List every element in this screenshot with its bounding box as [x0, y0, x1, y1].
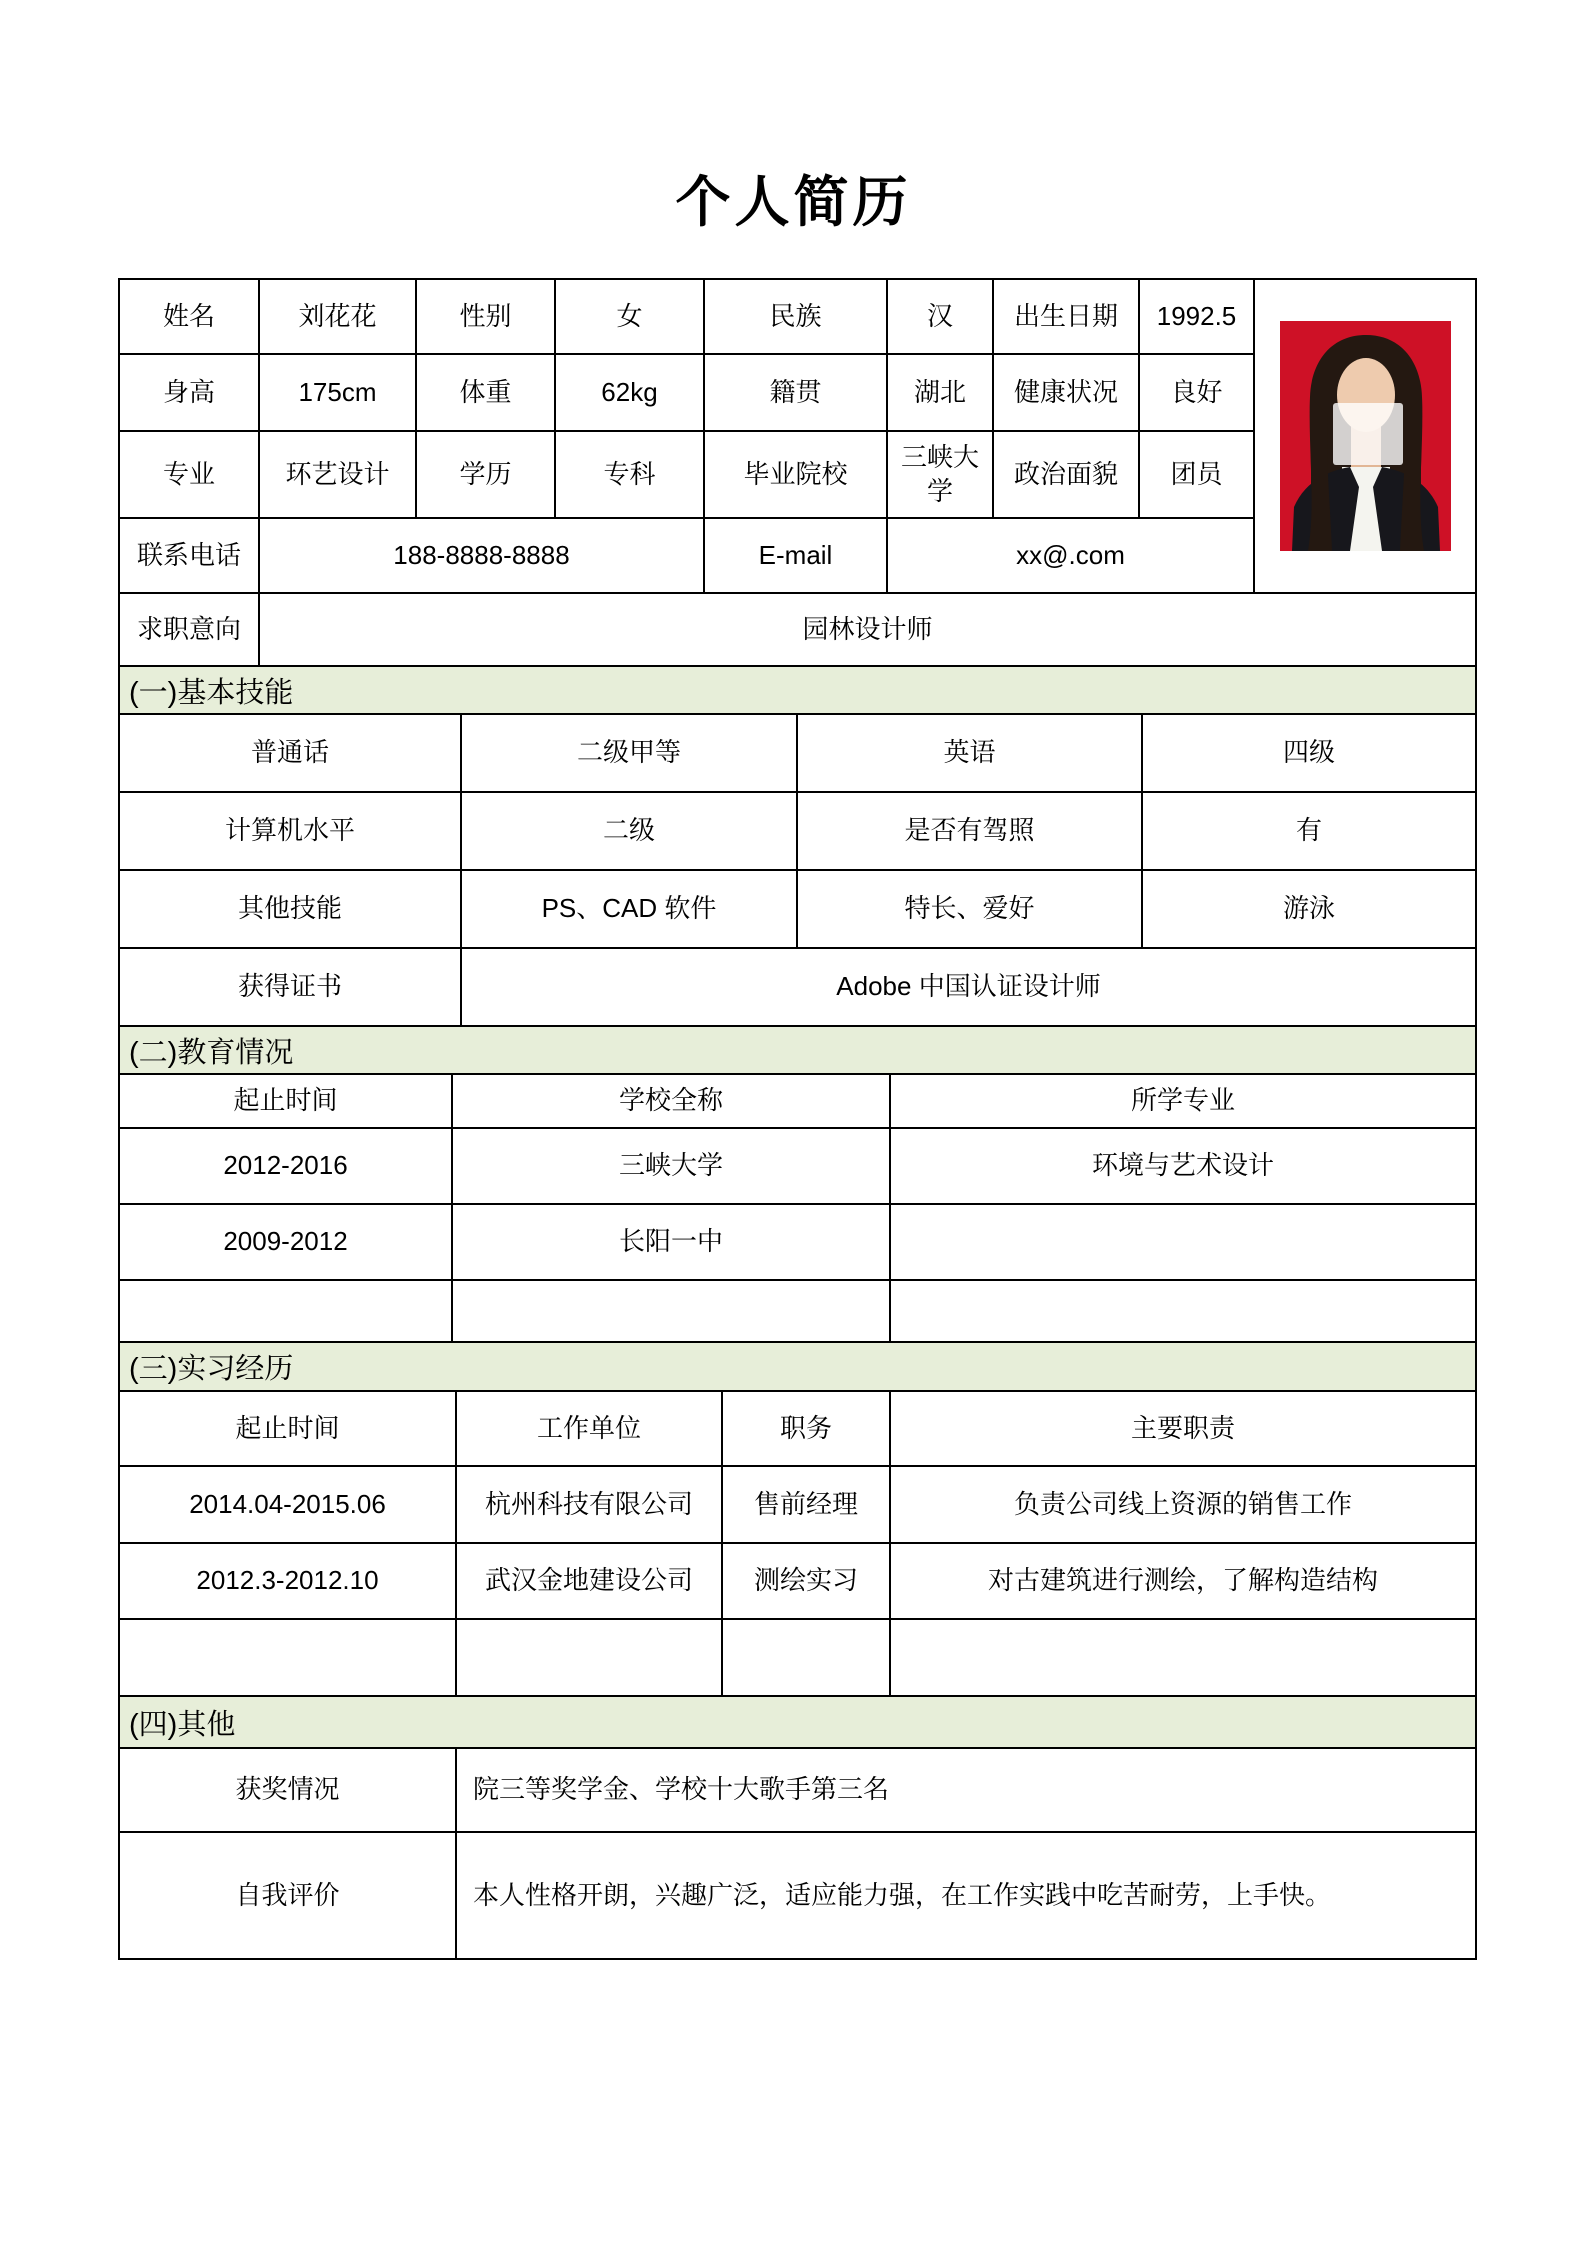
education-row-major-empty [891, 1281, 1477, 1343]
internship-col-duty: 主要职责 [891, 1392, 1477, 1467]
education-col-major: 所学专业 [891, 1075, 1477, 1129]
internship-row-company: 武汉金地建设公司 [457, 1544, 723, 1620]
education-row-period: 2009-2012 [120, 1205, 453, 1281]
major-label: 专业 [120, 432, 260, 519]
height-value: 175cm [260, 355, 417, 432]
internship-row-position: 售前经理 [723, 1467, 891, 1544]
phone-label: 联系电话 [120, 519, 260, 594]
page-title: 个人简历 [675, 172, 912, 233]
section-header-internship: (三)实习经历 [120, 1343, 1477, 1392]
ethnicity-value: 汉 [888, 280, 994, 355]
college-label: 毕业院校 [705, 432, 888, 519]
certificate-value: Adobe 中国认证设计师 [462, 949, 1477, 1027]
email-value: xx@.com [888, 519, 1255, 594]
internship-row-company: 杭州科技有限公司 [457, 1467, 723, 1544]
internship-row-period: 2012.3-2012.10 [120, 1544, 457, 1620]
section-header-education: (二)教育情况 [120, 1027, 1477, 1075]
mandarin-value: 二级甲等 [462, 715, 798, 793]
gender-value: 女 [556, 280, 705, 355]
height-label: 身高 [120, 355, 260, 432]
internship-row-duty-empty [891, 1620, 1477, 1697]
section-header-basic-skills: (一)基本技能 [120, 667, 1477, 715]
health-value: 良好 [1140, 355, 1255, 432]
self-evaluation-value: 本人性格开朗，兴趣广泛，适应能力强，在工作实践中吃苦耐劳，上手快。 [457, 1833, 1477, 1960]
hometown-value: 湖北 [888, 355, 994, 432]
internship-col-position: 职务 [723, 1392, 891, 1467]
education-col-school: 学校全称 [453, 1075, 891, 1129]
photo-cell [1255, 280, 1477, 594]
english-label: 英语 [798, 715, 1143, 793]
internship-row-company-empty [457, 1620, 723, 1697]
political-status-label: 政治面貌 [994, 432, 1140, 519]
education-row-major [891, 1205, 1477, 1281]
basic-info-section [120, 280, 1477, 667]
awards-label: 获奖情况 [120, 1749, 457, 1833]
internship-col-company: 工作单位 [457, 1392, 723, 1467]
gender-label: 性别 [417, 280, 556, 355]
id-photo [1280, 321, 1451, 551]
hobby-label: 特长、爱好 [798, 871, 1143, 949]
internship-row-position: 测绘实习 [723, 1544, 891, 1620]
computer-label: 计算机水平 [120, 793, 462, 871]
certificate-label: 获得证书 [120, 949, 462, 1027]
internship-row-duty: 对古建筑进行测绘，了解构造结构 [891, 1544, 1477, 1620]
birthdate-value: 1992.5 [1140, 280, 1255, 355]
skills-section [120, 715, 1477, 1027]
internship-row-duty: 负责公司线上资源的销售工作 [891, 1467, 1477, 1544]
education-row-period: 2012-2016 [120, 1129, 453, 1205]
ethnicity-label: 民族 [705, 280, 888, 355]
other-section [120, 1749, 1477, 1960]
education-section [120, 1075, 1477, 1343]
political-status-value: 团员 [1140, 432, 1255, 519]
job-intention-value: 园林设计师 [260, 594, 1477, 667]
hobby-value: 游泳 [1143, 871, 1477, 949]
phone-value: 188-8888-8888 [260, 519, 705, 594]
education-col-period: 起止时间 [120, 1075, 453, 1129]
weight-value: 62kg [556, 355, 705, 432]
birthdate-label: 出生日期 [994, 280, 1140, 355]
education-row-school: 长阳一中 [453, 1205, 891, 1281]
internship-col-period: 起止时间 [120, 1392, 457, 1467]
college-value: 三峡大学 [888, 432, 994, 519]
health-label: 健康状况 [994, 355, 1140, 432]
education-row-period-empty [120, 1281, 453, 1343]
awards-value: 院三等奖学金、学校十大歌手第三名 [457, 1749, 1477, 1833]
education-row-school-empty [453, 1281, 891, 1343]
education-row-school: 三峡大学 [453, 1129, 891, 1205]
license-label: 是否有驾照 [798, 793, 1143, 871]
major-value: 环艺设计 [260, 432, 417, 519]
internship-section [120, 1392, 1477, 1697]
resume-table [118, 278, 1477, 1960]
weight-label: 体重 [417, 355, 556, 432]
internship-row-period: 2014.04-2015.06 [120, 1467, 457, 1544]
degree-label: 学历 [417, 432, 556, 519]
job-intention-label: 求职意向 [120, 594, 260, 667]
education-row-major: 环境与艺术设计 [891, 1129, 1477, 1205]
name-label: 姓名 [120, 280, 260, 355]
computer-value: 二级 [462, 793, 798, 871]
degree-value: 专科 [556, 432, 705, 519]
other-skills-label: 其他技能 [120, 871, 462, 949]
section-header-other: (四)其他 [120, 1697, 1477, 1749]
mandarin-label: 普通话 [120, 715, 462, 793]
email-label: E-mail [705, 519, 888, 594]
name-value: 刘花花 [260, 280, 417, 355]
other-skills-value: PS、CAD 软件 [462, 871, 798, 949]
self-evaluation-label: 自我评价 [120, 1833, 457, 1960]
internship-row-period-empty [120, 1620, 457, 1697]
license-value: 有 [1143, 793, 1477, 871]
english-value: 四级 [1143, 715, 1477, 793]
hometown-label: 籍贯 [705, 355, 888, 432]
internship-row-position-empty [723, 1620, 891, 1697]
